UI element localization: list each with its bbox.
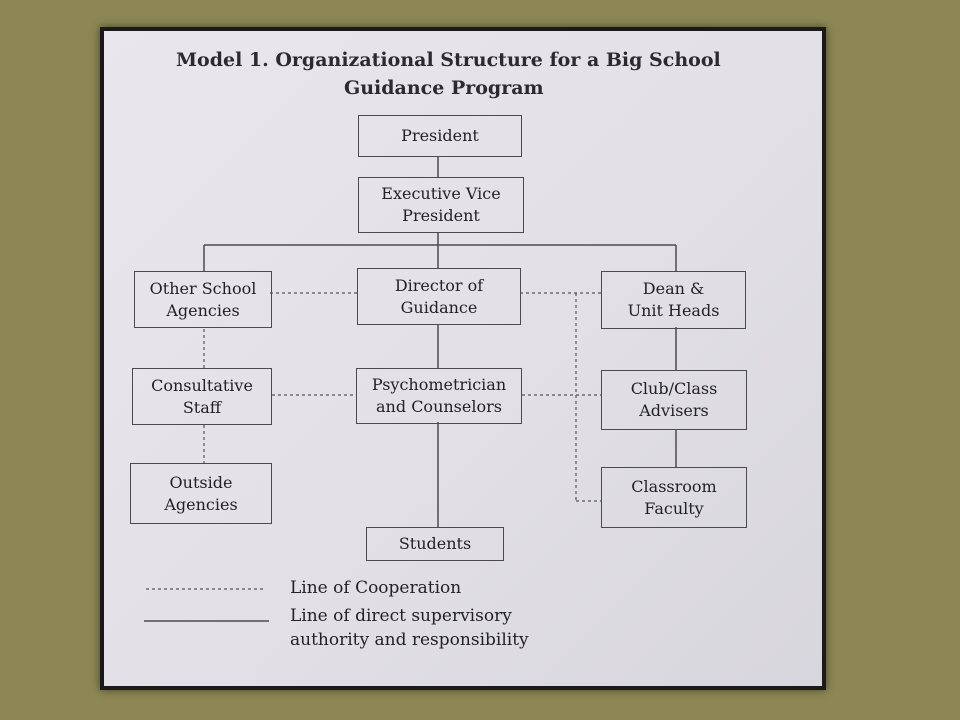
node-psychometrician-counselors: Psychometrician and Counselors	[356, 368, 522, 424]
node-consultative-staff: Consultative Staff	[132, 368, 272, 425]
node-president: President	[358, 115, 522, 157]
photo-frame	[100, 27, 826, 690]
node-club-class-advisers: Club/Class Advisers	[601, 370, 747, 430]
node-other-school-agencies: Other School Agencies	[134, 271, 272, 328]
page-title-line-2: Guidance Program	[344, 77, 544, 99]
node-students: Students	[366, 527, 504, 561]
node-dean-unit-heads: Dean & Unit Heads	[601, 271, 746, 329]
node-director-of-guidance: Director of Guidance	[357, 268, 521, 325]
document-page	[104, 31, 822, 686]
legend-supervisory-label-line-2: authority and responsibility	[290, 630, 529, 650]
legend-supervisory-label-line-1: Line of direct supervisory	[290, 606, 512, 626]
node-classroom-faculty: Classroom Faculty	[601, 467, 747, 528]
page-title-line-1: Model 1. Organizational Structure for a Big School	[176, 49, 721, 71]
legend-cooperation-label: Line of Cooperation	[290, 578, 462, 598]
node-outside-agencies: Outside Agencies	[130, 463, 272, 524]
node-executive-vice-president: Executive Vice President	[358, 177, 524, 233]
